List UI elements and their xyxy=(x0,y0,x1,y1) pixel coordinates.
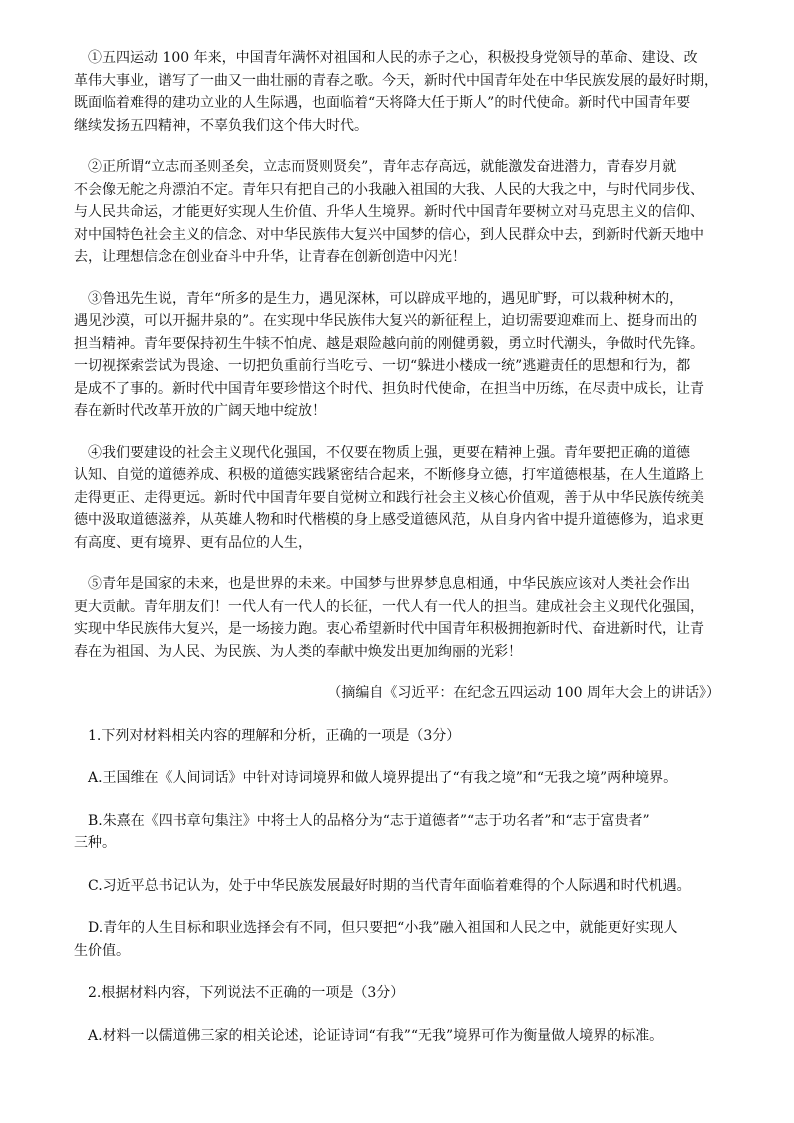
option-text: D.青年的人生目标和职业选择会有不同，但只要把“小我”融入祖国和人民之中，就能更好实现人 xyxy=(88,920,678,936)
text-line: ①五四运动 100 年来，中国青年满怀对祖国和人民的赤子之心，积极投身党领导的革命、建设、改 xyxy=(88,50,698,66)
text-line: ③鲁迅先生说，青年“所多的是生力，遇见深林，可以辟成平地的，遇见旷野，可以栽种树木的， xyxy=(88,290,684,307)
paragraph-1 xyxy=(74,47,720,137)
question-stem: 1.下列对材料相关内容的理解和分析，正确的一项是（3分） xyxy=(88,727,461,744)
question-1 xyxy=(74,725,720,963)
text-line: 春在新时代改革开放的广阔天地中绽放！ xyxy=(74,403,326,419)
text-line: 更大贡献。青年朋友们！一代人有一代人的长征，一代人有一代人的担当。建成社会主义现代化强国， xyxy=(74,598,704,615)
option-c xyxy=(74,875,720,898)
text-line: 不会像无舵之舟漂泊不定。青年只有把自己的小我融入祖国的大我、人民的大我之中，与时代同步伐、 xyxy=(74,181,704,198)
option-b xyxy=(74,810,720,855)
text-line: 春在为祖国、为人民、为民族、为人类的奉献中焕发出更加绚丽的光彩！ xyxy=(74,643,522,660)
text-line: ④我们要建设的社会主义现代化强国，不仅要在物质上强，更要在精神上强。青年要把正确的道德 xyxy=(88,444,690,461)
option-text: C.习近平总书记认为，处于中华民族发展最好时期的当代青年面临着难得的个人际遇和时代机遇。 xyxy=(88,877,691,894)
text-line: 实现中华民族伟大复兴，是一场接力跑。衷心希望新时代中国青年积极拥抱新时代、奋进新时代，让青 xyxy=(74,621,704,637)
text-line: 是成不了事的。新时代中国青年要珍惜这个时代、担负时代使命，在担当中历练，在尽责中成长，让青 xyxy=(74,380,704,397)
option-text: B.朱熹在《四书章句集注》中将士人的品格分为“志于道德者”“志于功名者”和“志于富贵者” xyxy=(88,812,650,829)
option-d xyxy=(74,917,720,962)
text-line: 走得更正、走得更远。新时代中国青年要自觉树立和践行社会主义核心价值观，善于从中华民族传统美 xyxy=(74,489,704,506)
text-line: 与人民共命运，才能更好实现人生价值、升华人生境界。新时代中国青年要树立对马克思主义的信仰、 xyxy=(74,204,704,220)
option-text: A.材料一以儒道佛三家的相关论述，论证诗词“有我”“无我”境界可作为衡量做人境界的标准。 xyxy=(88,1027,664,1044)
text-line: 去，让理想信念在创业奋斗中升华，让青春在创新创造中闪光！ xyxy=(74,249,466,265)
question-stem: 2.根据材料内容，下列说法不正确的一项是（3分） xyxy=(88,985,405,1001)
text-line: ⑤青年是国家的未来，也是世界的未来。中国梦与世界梦息息相通，中华民族应该对人类社会作出 xyxy=(88,576,690,592)
text-line: ②正所谓“立志而圣则圣矣，立志而贤则贤矣”，青年志存高远，就能激发奋进潜力，青春岁月就 xyxy=(88,159,677,175)
text-line: 继续发扬五四精神，不辜负我们这个伟大时代。 xyxy=(74,117,368,134)
option-a xyxy=(74,1025,720,1048)
text-line: 既面临着难得的建功立业的人生际遇，也面临着“天将降大任于斯人”的时代使命。新时代中国青年要 xyxy=(74,95,691,111)
text-line: 德中汲取道德滋养，从英雄人物和时代楷模的身上感受道德风范，从自身内省中提升道德修为，追求更 xyxy=(74,512,704,528)
paragraph-3 xyxy=(74,288,720,423)
text-line: 革伟大事业，谱写了一曲又一曲壮丽的青春之歌。今天，新时代中国青年处在中华民族发展的最好时期， xyxy=(74,72,718,89)
passage xyxy=(74,47,720,705)
paragraph-2 xyxy=(74,156,720,269)
text-line: 对中国特色社会主义的信念、对中华民族伟大复兴中国梦的信心，到人民群众中去，到新时代新天地中 xyxy=(74,226,704,243)
paragraph-4 xyxy=(74,442,720,555)
passage-source: （摘编自《习近平：在纪念五四运动 100 周年大会上的讲话》） xyxy=(327,685,720,701)
text-line: 一切视探索尝试为畏途、一切把负重前行当吃亏、一切“躲进小楼成一统”逃避责任的思想和行为，都 xyxy=(74,358,691,374)
option-text: A.王国维在《人间词话》中针对诗词境界和做人境界提出了“有我之境”和“无我之境”两种境界。 xyxy=(88,770,678,786)
option-a xyxy=(74,767,720,790)
text-line: 担当精神。青年要保持初生牛犊不怕虎、越是艰险越向前的刚健勇毅，勇立时代潮头，争做时代先锋。 xyxy=(74,335,704,352)
text-line: 遇见沙漠，可以开掘井泉的”。在实现中华民族伟大复兴的新征程上，迫切需要迎难而上、挺身而出的 xyxy=(74,313,698,329)
text-line: 有高度、更有境界、更有品位的人生， xyxy=(74,534,312,551)
option-text: 三种。 xyxy=(74,835,116,851)
question-2 xyxy=(74,982,720,1047)
paragraph-5 xyxy=(74,573,720,663)
text-line: 认知、自觉的道德养成、积极的道德实践紧密结合起来，不断修身立德，打牢道德根基，在人生道路上 xyxy=(74,467,704,483)
option-text: 生价值。 xyxy=(74,942,130,959)
